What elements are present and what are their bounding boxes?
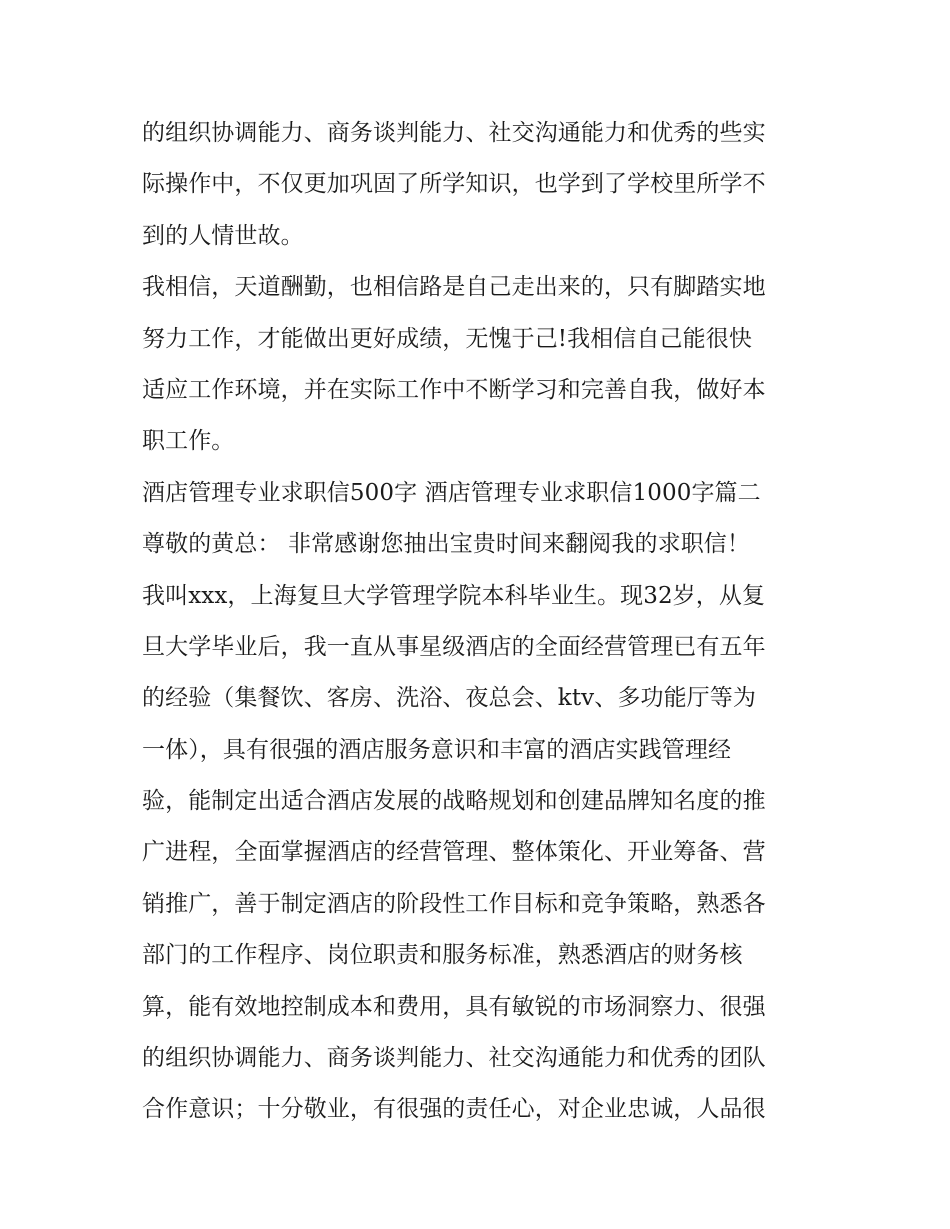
salutation-line: 尊敬的黄总： 非常感谢您抽出宝贵时间来翻阅我的求职信！ [142, 531, 751, 558]
text-line: 我相信，天道酬勤，也相信路是自己走出来的，只有脚踏实地 [142, 274, 766, 301]
section-heading-line: 酒店管理专业求职信500字 酒店管理专业求职信1000字篇二 [142, 479, 761, 506]
text-line: 验，能制定出适合酒店发展的战略规划和创建品牌知名度的推 [142, 788, 766, 815]
text-line: 际操作中，不仅更加巩固了所学知识，也学到了学校里所学不 [142, 171, 766, 198]
text-line: 到的人情世故。 [142, 222, 304, 249]
text-line: 适应工作环境，并在实际工作中不断学习和完善自我，做好本 [142, 376, 766, 403]
text-line: 我叫xxx，上海复旦大学管理学院本科毕业生。现32岁，从复 [142, 582, 766, 609]
text-line: 一体），具有很强的酒店服务意识和丰富的酒店实践管理经 [142, 736, 732, 763]
text-line: 广进程，全面掌握酒店的经营管理、整体策化、开业筹备、营 [142, 839, 766, 866]
document-body [142, 108, 814, 1136]
text-line: 努力工作，才能做出更好成绩，无愧于己!我相信自己能很快 [142, 325, 752, 352]
text-line: 的组织协调能力、商务谈判能力、社交沟通能力和优秀的团队 [142, 1045, 766, 1072]
text-line: 销推广，善于制定酒店的阶段性工作目标和竞争策略，熟悉各 [142, 890, 766, 917]
text-line: 旦大学毕业后，我一直从事星级酒店的全面经营管理已有五年 [142, 633, 766, 660]
text-line: 的经验（集餐饮、客房、洗浴、夜总会、ktv、多功能厅等为 [142, 685, 756, 712]
text-line: 的组织协调能力、商务谈判能力、社交沟通能力和优秀的些实 [142, 120, 766, 146]
text-line: 合作意识；十分敬业，有很强的责任心，对企业忠诚，人品很 [142, 1096, 766, 1123]
text-line: 算，能有效地控制成本和费用，具有敏锐的市场洞察力、很强 [142, 993, 766, 1020]
text-line: 职工作。 [142, 428, 235, 455]
text-line: 部门的工作程序、岗位职责和服务标准，熟悉酒店的财务核 [142, 942, 743, 969]
